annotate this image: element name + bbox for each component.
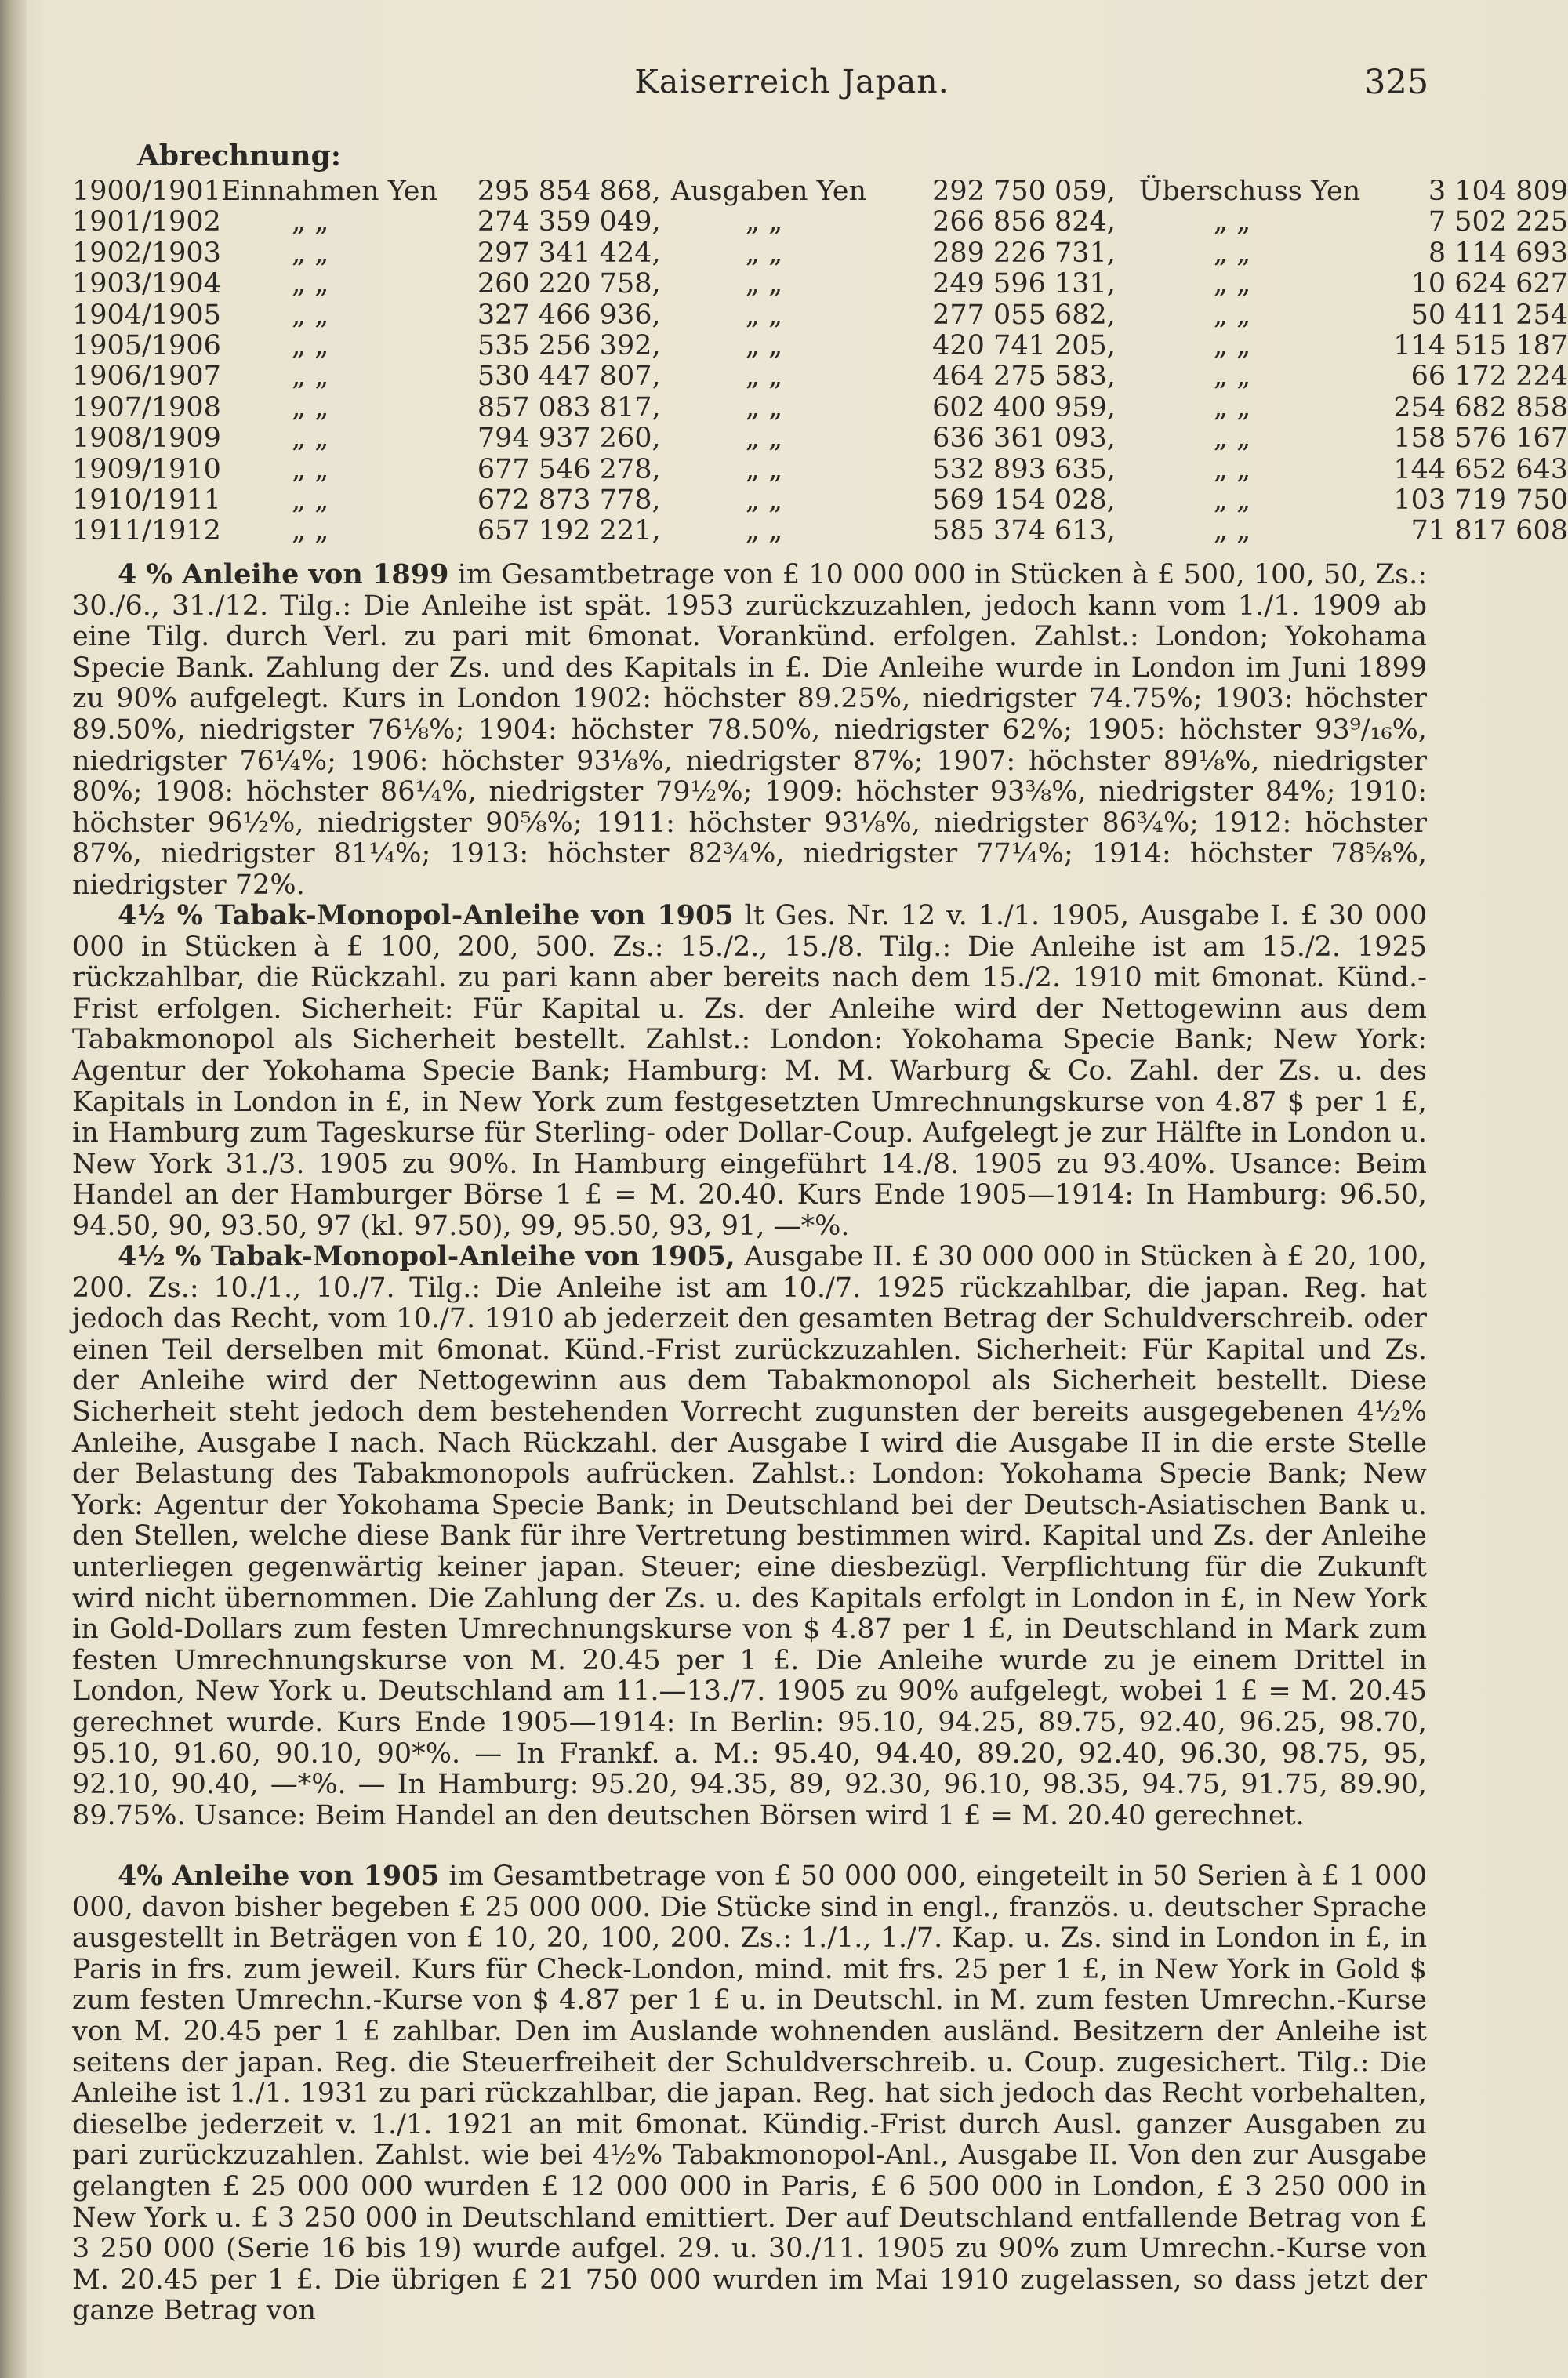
year-cell: 1903/1904	[72, 268, 221, 300]
table-row	[72, 300, 1568, 331]
expenses-label-cell: „ „	[745, 453, 783, 485]
income-label-cell: „ „	[291, 423, 329, 455]
expenses-label-cell: Ausgaben Yen	[670, 176, 866, 207]
income-label-cell: „ „	[291, 391, 329, 423]
expenses-cell: 289 226 731,	[932, 237, 1116, 269]
income-label-cell: Einnahmen Yen	[220, 176, 438, 207]
expenses-label-cell: „ „	[745, 391, 783, 423]
surplus-cell: 71 817 608	[1410, 515, 1568, 547]
tabak-bond-1905-issue2-section	[72, 1241, 1427, 1832]
year-cell: 1907/1908	[72, 391, 221, 423]
income-label-cell: „ „	[291, 361, 329, 393]
expenses-label-cell: „ „	[745, 515, 783, 547]
surplus-label-cell: „ „	[1213, 206, 1251, 238]
tabak-bond-1905-issue1-section	[72, 900, 1427, 1243]
surplus-cell: 3 104 809	[1428, 176, 1568, 207]
expenses-cell: 602 400 959,	[932, 391, 1116, 423]
abrechnung-heading: Abrechnung:	[137, 140, 342, 172]
budget-table	[72, 176, 1568, 547]
surplus-label-cell: „ „	[1213, 485, 1251, 517]
surplus-cell: 7 502 225	[1428, 206, 1568, 238]
surplus-cell: 50 411 254	[1410, 299, 1568, 331]
table-row	[72, 176, 1568, 207]
table-row	[72, 207, 1568, 238]
tabak-bond-1905-issue1-heading: 4½ % Tabak-Monopol-Anleihe von 1905	[118, 899, 734, 931]
surplus-label-cell: „ „	[1213, 361, 1251, 393]
year-cell: 1904/1905	[72, 299, 221, 331]
income-cell: 297 341 424,	[477, 237, 661, 269]
year-cell: 1909/1910	[72, 453, 221, 485]
bond-1899-body: im Gesamtbetrage von £ 10 000 000 in Stücken à £ 500, 100, 50, Zs.: 30./6., 31./12. Tilg.: Die Anleihe ist spät. 1953 zurückzuzahlen, jedoch kann vom 1./1. 1909 ab eine Tilg. durch Verl. zu pari mit 6monat. Vorankünd. erfolgen. Zahlst.: London; Yokohama Specie Bank. Zahlung der Zs. und des Kapitals in £. Die Anleihe wurde in London im Juni 1899 zu 90% aufgelegt. Kurs in London 1902: höchster 89.25%, niedrigster 74.75%; 1903: höchster 89.50%, niedrigster 76⅛%; 1904: höchster 78.50%, niedrigster 62%; 1905: höchster 93⁹/₁₆%, niedrigster 76¼%; 1906: höchster 93⅛%, niedrigster 87%; 1907: höchster 89⅛%, niedrigster 80%; 1908: höchster 86¼%, niedrigster 79½%; 1909: höchster 93⅜%, niedrigster 84%; 1910: höchster 96½%, niedrigster 90⅝%; 1911: höchster 93⅛%, niedrigster 86¾%; 1912: höchster 87%, niedrigster 81¼%; 1913: höchster 82¾%, niedrigster 77¼%; 1914: höchster 78⅝%, niedrigster 72%.	[72, 559, 1427, 901]
expenses-label-cell: „ „	[745, 299, 783, 331]
tabak-bond-1905-issue2-paragraph	[72, 1241, 1427, 1832]
surplus-cell: 114 515 187	[1393, 330, 1568, 362]
surplus-cell: 66 172 224	[1410, 361, 1568, 393]
surplus-cell: 144 652 643	[1393, 453, 1568, 485]
expenses-label-cell: „ „	[745, 268, 783, 300]
income-label-cell: „ „	[291, 299, 329, 331]
expenses-label-cell: „ „	[745, 237, 783, 269]
income-cell: 677 546 278,	[477, 453, 661, 485]
income-cell: 274 359 049,	[477, 206, 661, 238]
income-label-cell: „ „	[291, 237, 329, 269]
expenses-cell: 532 893 635,	[932, 453, 1116, 485]
expenses-cell: 585 374 613,	[932, 515, 1116, 547]
bond-1899-paragraph	[72, 559, 1427, 902]
expenses-cell: 292 750 059,	[932, 176, 1116, 207]
expenses-label-cell: „ „	[745, 423, 783, 455]
income-cell: 530 447 807,	[477, 361, 661, 393]
year-cell: 1901/1902	[72, 206, 221, 238]
page-number: 325	[1364, 63, 1429, 102]
year-cell: 1905/1906	[72, 330, 221, 362]
income-cell: 260 220 758,	[477, 268, 661, 300]
expenses-label-cell: „ „	[745, 361, 783, 393]
year-cell: 1911/1912	[72, 515, 221, 547]
table-row	[72, 331, 1568, 361]
year-cell: 1900/1901	[72, 176, 221, 207]
surplus-label-cell: „ „	[1213, 268, 1251, 300]
tabak-bond-1905-issue2-heading: 4½ % Tabak-Monopol-Anleihe von 1905,	[118, 1240, 735, 1273]
bond-1905-4pct-section	[72, 1861, 1427, 2327]
bond-1899-heading: 4 % Anleihe von 1899	[118, 558, 449, 590]
surplus-label-cell: „ „	[1213, 299, 1251, 331]
surplus-label-cell: „ „	[1213, 330, 1251, 362]
income-label-cell: „ „	[291, 453, 329, 485]
tabak-bond-1905-issue1-body: lt Ges. Nr. 12 v. 1./1. 1905, Ausgabe I. £ 30 000 000 in Stücken à £ 100, 200, 500. Zs.: 15./2., 15./8. Tilg.: Die Anleihe ist am 15./2. 1925 rückzahlbar, die Rückzahl. zu pari kann aber bereits nach dem 15./2. 1910 mit 6monat. Künd.-Frist erfolgen. Sicherheit: Für Kapital u. Zs. der Anleihe wird der Nettogewinn aus dem Tabakmonopol als Sicherheit bestellt. Zahlst.: London: Yokohama Specie Bank; New York: Agentur der Yokohama Specie Bank; Hamburg: M. M. Warburg & Co. Zahl. der Zs. u. des Kapitals in London in £, in New York zum festgesetzten Umrechnungskurse von 4.87 $ per 1 £, in Hamburg zum Tageskurse für Sterling- oder Dollar-Coup. Aufgelegt je zur Hälfte in London u. New York 31./3. 1905 zu 90%. In Hamburg eingeführt 14./8. 1905 zu 93.40%. Usance: Beim Handel an der Hamburger Börse 1 £ = M. 20.40. Kurs Ende 1905—1914: In Hamburg: 96.50, 94.50, 90, 93.50, 97 (kl. 97.50), 99, 95.50, 93, 91, —*%.	[72, 900, 1427, 1242]
bond-1905-4pct-heading: 4% Anleihe von 1905	[118, 1860, 440, 1892]
income-label-cell: „ „	[291, 268, 329, 300]
income-cell: 857 083 817,	[477, 391, 661, 423]
surplus-label-cell: „ „	[1213, 391, 1251, 423]
surplus-label-cell: „ „	[1213, 423, 1251, 455]
income-label-cell: „ „	[291, 206, 329, 238]
expenses-label-cell: „ „	[745, 485, 783, 517]
income-cell: 535 256 392,	[477, 330, 661, 362]
expenses-cell: 266 856 824,	[932, 206, 1116, 238]
surplus-cell: 254 682 858	[1393, 391, 1568, 423]
expenses-cell: 636 361 093,	[932, 423, 1116, 455]
table-row	[72, 485, 1568, 516]
income-cell: 657 192 221,	[477, 515, 661, 547]
table-row	[72, 238, 1568, 269]
surplus-label-cell: „ „	[1213, 237, 1251, 269]
expenses-cell: 277 055 682,	[932, 299, 1116, 331]
table-row	[72, 361, 1568, 392]
income-label-cell: „ „	[291, 485, 329, 517]
income-cell: 794 937 260,	[477, 423, 661, 455]
income-label-cell: „ „	[291, 330, 329, 362]
bond-1899-section	[72, 559, 1427, 902]
table-row	[72, 516, 1568, 546]
year-cell: 1906/1907	[72, 361, 221, 393]
surplus-cell: 8 114 693	[1428, 237, 1568, 269]
expenses-label-cell: „ „	[745, 206, 783, 238]
book-binding-shadow	[0, 0, 27, 2378]
expenses-cell: 569 154 028,	[932, 485, 1116, 517]
income-cell: 672 873 778,	[477, 485, 661, 517]
surplus-cell: 10 624 627	[1410, 268, 1568, 300]
surplus-cell: 158 576 167	[1393, 423, 1568, 455]
surplus-cell: 103 719 750	[1393, 485, 1568, 517]
budget-table-body	[72, 176, 1568, 547]
bond-1905-4pct-paragraph	[72, 1861, 1427, 2327]
expenses-cell: 420 741 205,	[932, 330, 1116, 362]
income-label-cell: „ „	[291, 515, 329, 547]
running-header-title: Kaiserreich Japan.	[634, 63, 949, 100]
tabak-bond-1905-issue2-body: Ausgabe II. £ 30 000 000 in Stücken à £ 20, 100, 200. Zs.: 10./1., 10./7. Tilg.: Die Anleihe ist am 10./7. 1925 rückzahlbar, die japan. Reg. hat jedoch das Recht, vom 10./7. 1910 ab jederzeit den gesamten Betrag der Schuldverschreib. oder einen Teil derselben mit 6monat. Künd.-Frist zurückzuzahlen. Sicherheit: Für Kapital und Zs. der Anleihe wird der Nettogewinn aus dem Tabakmonopol als Sicherheit bestellt. Diese Sicherheit steht jedoch dem bestehenden Vorrecht zugunsten der bereits ausgegebenen 4½% Anleihe, Ausgabe I nach. Nach Rückzahl. der Ausgabe I wird die Ausgabe II in die erste Stelle der Belastung des Tabakmonopols aufrücken. Zahlst.: London: Yokohama Specie Bank; New York: Agentur der Yokohama Specie Bank; in Deutschland bei der Deutsch-Asiatischen Bank u. den Stellen, welche diese Bank für ihre Vertretung bestimmen wird. Kapital und Zs. der Anleihe unterliegen gegenwärtig keiner japan. Steuer; eine diesbezügl. Verpflichtung für die Zukunft wird nicht übernommen. Die Zahlung der Zs. u. des Kapitals erfolgt in London in £, in New York in Gold-Dollars zum festen Umrechnungskurse von $ 4.87 per 1 £, in Deutschland in Mark zum festen Umrechnungskurse von M. 20.45 per 1 £. Die Anleihe wurde zu je einem Drittel in London, New York u. Deutschland am 11.—13./7. 1905 zu 90% aufgelegt, wobei 1 £ = M. 20.45 gerechnet wurde. Kurs Ende 1905—1914: In Berlin: 95.10, 94.25, 89.75, 92.40, 96.25, 98.70, 95.10, 91.60, 90.10, 90*%. — In Frankf. a. M.: 95.40, 94.40, 89.20, 92.40, 96.30, 98.75, 95, 92.10, 90.40, —*%. — In Hamburg: 95.20, 94.35, 89, 92.30, 96.10, 98.35, 94.75, 91.75, 89.90, 89.75%. Usance: Beim Handel an den deutschen Börsen wird 1 £ = M. 20.40 gerechnet.	[72, 1241, 1427, 1832]
surplus-label-cell: „ „	[1213, 515, 1251, 547]
expenses-cell: 464 275 583,	[932, 361, 1116, 393]
income-cell: 295 854 868,	[477, 176, 661, 207]
surplus-label-cell: „ „	[1213, 453, 1251, 485]
year-cell: 1908/1909	[72, 423, 221, 455]
income-cell: 327 466 936,	[477, 299, 661, 331]
year-cell: 1910/1911	[72, 485, 221, 517]
table-row	[72, 423, 1568, 454]
bond-1905-4pct-body: im Gesamtbetrage von £ 50 000 000, eingeteilt in 50 Serien à £ 1 000 000, davon bisher begeben £ 25 000 000. Die Stücke sind in engl., französ. u. deutscher Sprache ausgestellt in Beträgen von £ 10, 20, 100, 200. Zs.: 1./1., 1./7. Kap. u. Zs. sind in London in £, in Paris in frs. zum jeweil. Kurs für Check-London, mind. mit frs. 25 per 1 £, in New York in Gold $ zum festen Umrechn.-Kurse von $ 4.87 per 1 £ u. in Deutschl. in M. zum festen Umrechn.-Kurse von M. 20.45 per 1 £ zahlbar. Den im Auslande wohnenden ausländ. Besitzern der Anleihe ist seitens der japan. Reg. die Steuerfreiheit der Schuldverschreib. u. Coup. zugesichert. Tilg.: Die Anleihe ist 1./1. 1931 zu pari rückzahlbar, die japan. Reg. hat sich jedoch das Recht vorbehalten, dieselbe jederzeit v. 1./1. 1921 an mit 6monat. Kündig.-Frist durch Ausl. ganzer Ausgaben zu pari zurückzuzahlen. Zahlst. wie bei 4½% Tabakmonopol-Anl., Ausgabe II. Von den zur Ausgabe gelangten £ 25 000 000 wurden £ 12 000 000 in Paris, £ 6 500 000 in London, £ 3 250 000 in New York u. £ 3 250 000 in Deutschland emittiert. Der auf Deutschland entfallende Betrag von £ 3 250 000 (Serie 16 bis 19) wurde aufgel. 29. u. 30./11. 1905 zu 90% zum Umrechn.-Kurse von M. 20.45 per 1 £. Die übrigen £ 21 750 000 wurden im Mai 1910 zugelassen, so dass jetzt der ganze Betrag von	[72, 1861, 1427, 2327]
table-row	[72, 455, 1568, 485]
expenses-label-cell: „ „	[745, 330, 783, 362]
table-row	[72, 269, 1568, 300]
tabak-bond-1905-issue1-paragraph	[72, 900, 1427, 1243]
surplus-label-cell: Überschuss Yen	[1138, 176, 1361, 207]
year-cell: 1902/1903	[72, 237, 221, 269]
expenses-cell: 249 596 131,	[932, 268, 1116, 300]
table-row	[72, 393, 1568, 423]
